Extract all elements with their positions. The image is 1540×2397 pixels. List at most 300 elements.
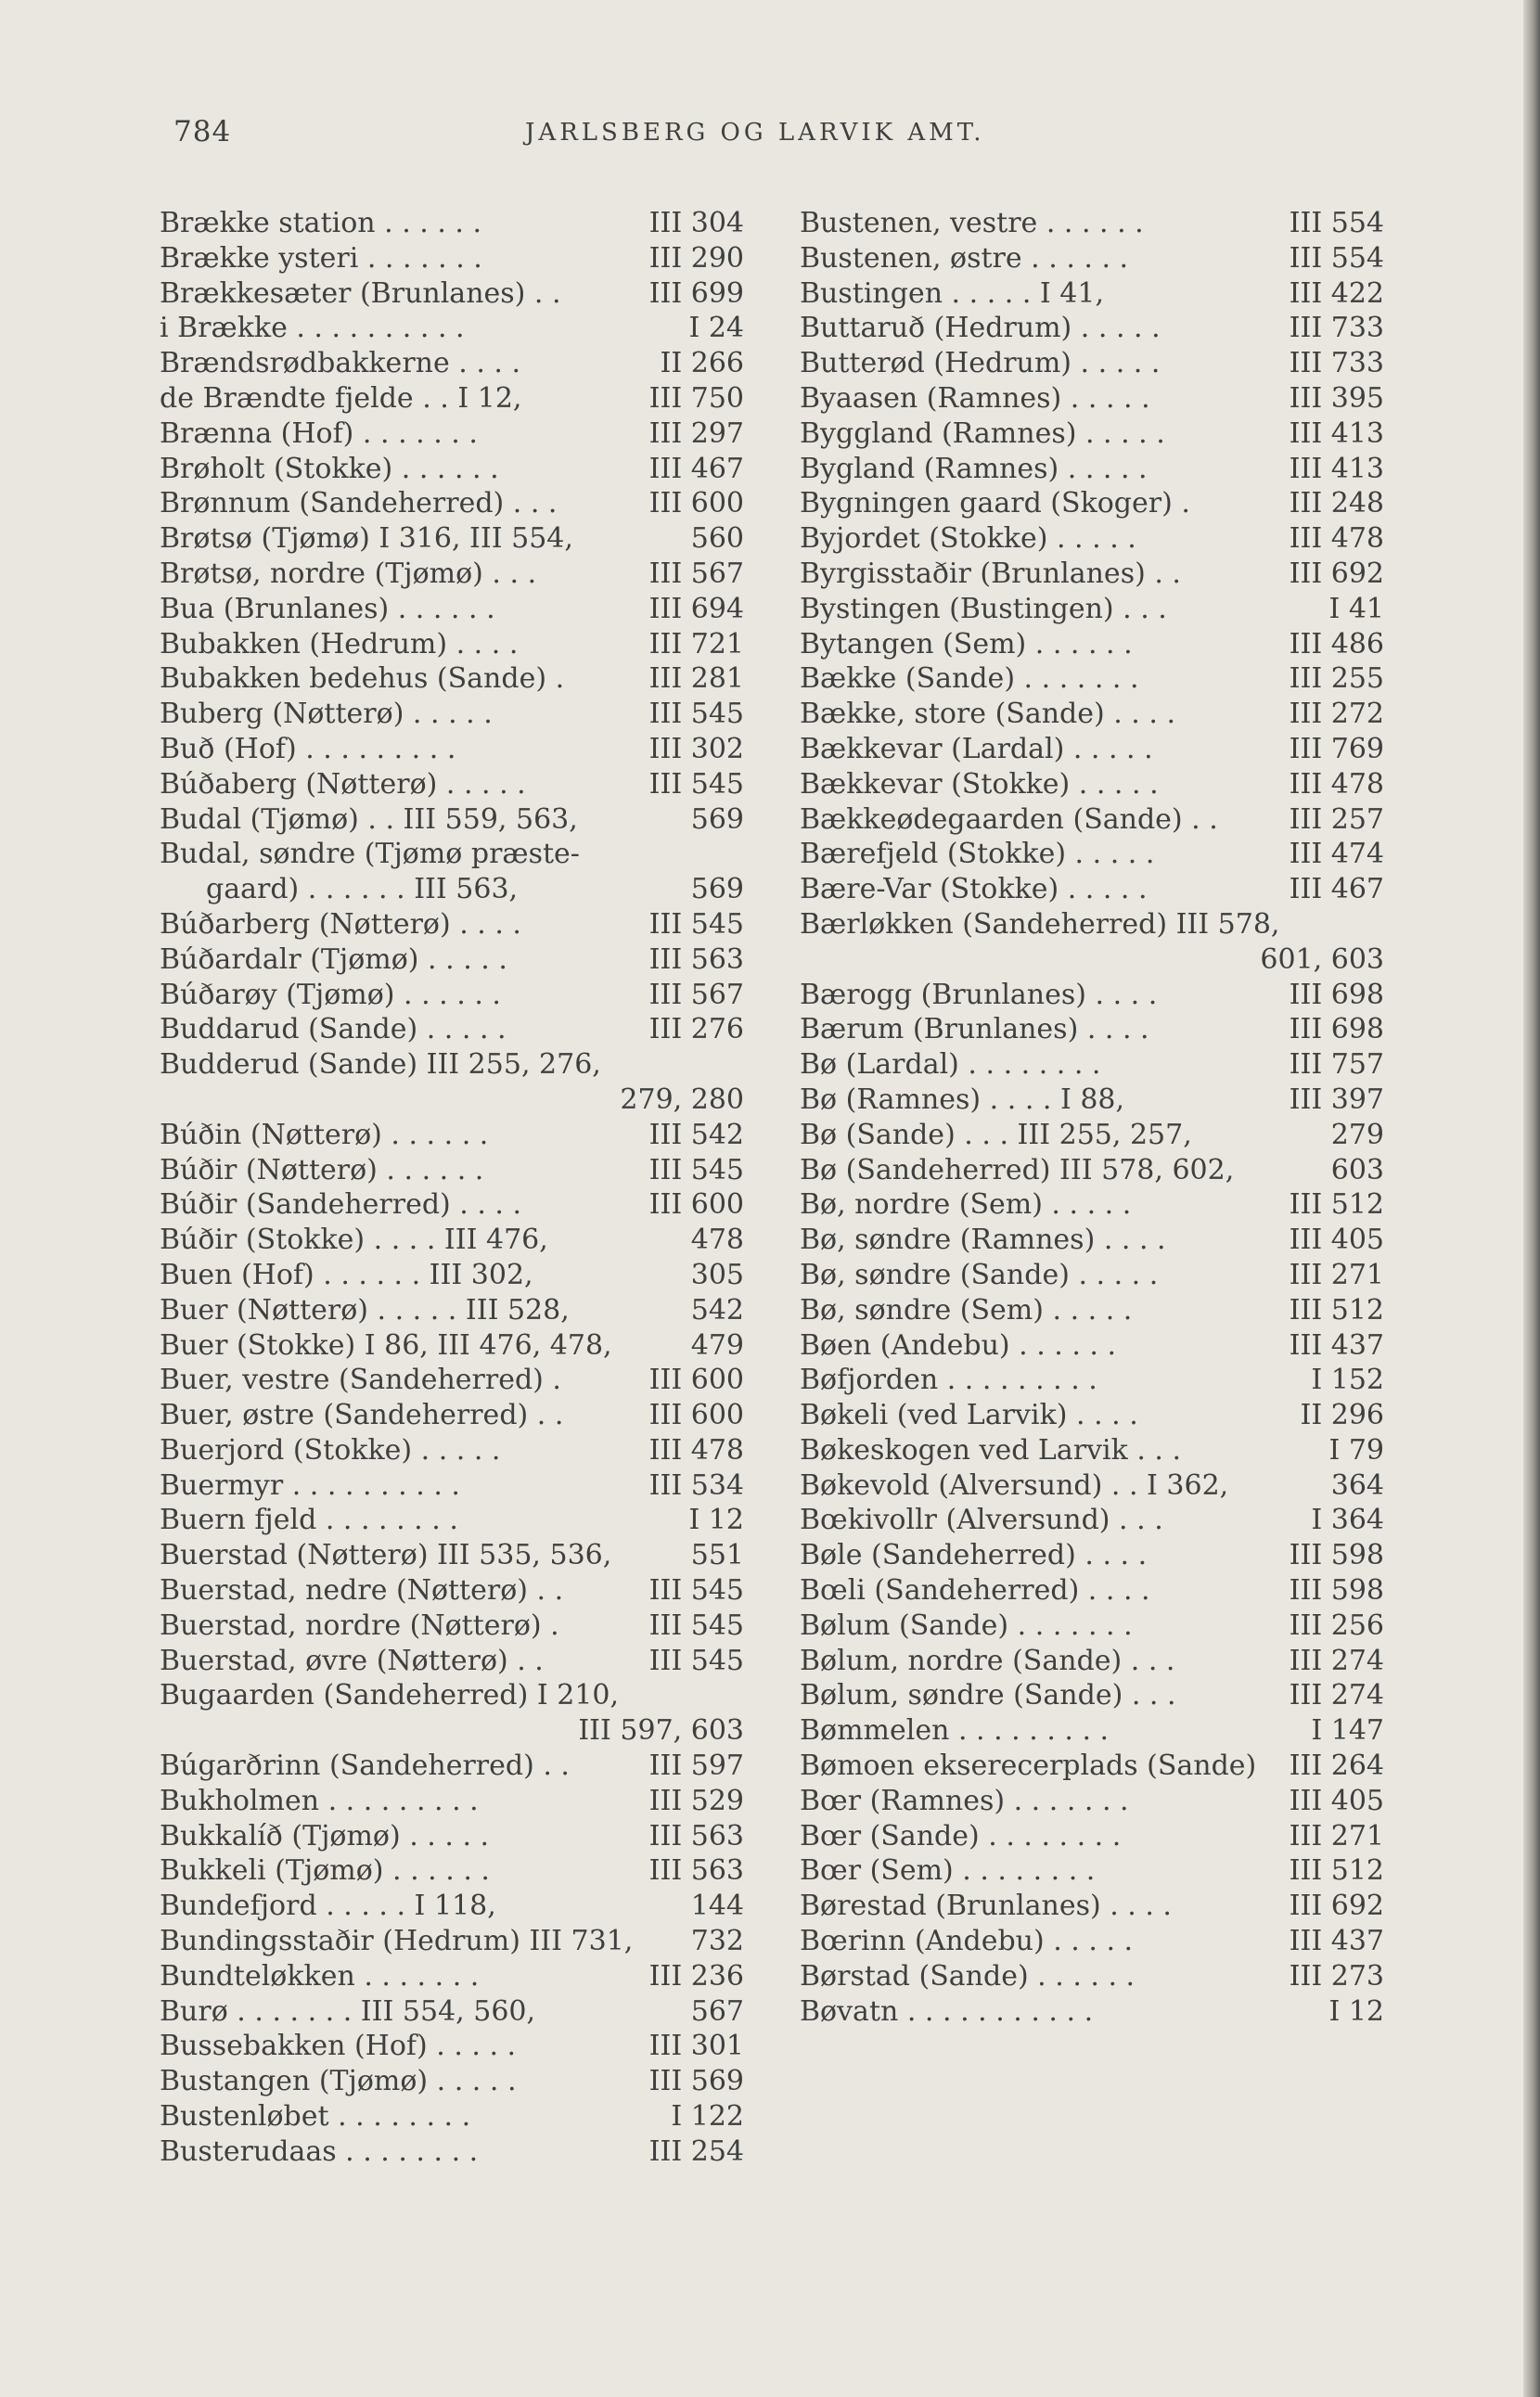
entry-reference: 279, 280 xyxy=(620,1083,744,1116)
index-entry xyxy=(160,1258,744,1293)
index-entry xyxy=(160,486,744,521)
entry-reference: III 563 xyxy=(648,1854,744,1888)
index-entry xyxy=(800,1749,1384,1784)
index-entry xyxy=(160,2099,744,2134)
entry-name: i Brække . . . . . . . . . . xyxy=(160,312,465,345)
entry-reference: III 478 xyxy=(648,1433,744,1467)
entry-name: Bølum, nordre (Sande) . . . xyxy=(800,1644,1175,1677)
index-entry xyxy=(800,276,1384,312)
entry-reference: 279 xyxy=(1330,1118,1384,1151)
entry-reference: III 236 xyxy=(648,1959,744,1993)
entry-name: Brække station . . . . . . xyxy=(160,207,482,239)
index-entry xyxy=(160,1363,744,1398)
index-entry xyxy=(800,627,1384,662)
entry-name: Butterød (Hedrum) . . . . . xyxy=(800,347,1161,380)
entry-reference: III 721 xyxy=(648,627,744,660)
index-entry xyxy=(160,452,744,487)
index-entry xyxy=(800,1468,1384,1504)
entry-reference: III 397 xyxy=(1289,1083,1384,1116)
entry-reference: III 598 xyxy=(1289,1574,1384,1608)
index-entry xyxy=(160,1538,744,1573)
entry-reference: III 474 xyxy=(1289,838,1384,871)
entry-reference: III 302 xyxy=(648,732,744,765)
entry-name: Buer (Nøtterø) . . . . . III 528, xyxy=(160,1293,570,1327)
entry-name: Búðir (Nøtterø) . . . . . . xyxy=(160,1153,484,1186)
entry-name: Bukholmen . . . . . . . . . xyxy=(160,1784,479,1817)
index-entry xyxy=(800,381,1384,417)
index-entry xyxy=(800,1293,1384,1328)
entry-name: Budal, søndre (Tjømø præste- xyxy=(160,838,580,871)
entry-name: Búðarberg (Nøtterø) . . . . xyxy=(160,907,521,941)
index-column-right xyxy=(800,206,1384,2029)
index-entry xyxy=(800,697,1384,732)
entry-reference: III 413 xyxy=(1289,452,1384,485)
entry-reference: III 563 xyxy=(648,942,744,976)
entry-name: Buð (Hof) . . . . . . . . . xyxy=(160,732,456,765)
entry-reference: III 264 xyxy=(1289,1750,1384,1783)
entry-reference: III 757 xyxy=(1289,1048,1384,1082)
entry-reference: III 254 xyxy=(648,2134,744,2168)
entry-name: Byggland (Ramnes) . . . . . xyxy=(800,417,1165,450)
entry-name: Bøkevold (Alversund) . . I 362, xyxy=(800,1468,1229,1502)
entry-reference: III 478 xyxy=(1289,522,1384,556)
entry-name: Bærum (Brunlanes) . . . . xyxy=(800,1013,1149,1046)
entry-reference: I 152 xyxy=(1311,1364,1384,1397)
entry-reference: III 699 xyxy=(648,276,744,310)
entry-reference: III 597 xyxy=(648,1750,744,1783)
entry-name: Bø, søndre (Sem) . . . . . xyxy=(800,1293,1133,1327)
index-entry xyxy=(160,978,744,1013)
index-entry xyxy=(160,241,744,276)
entry-reference: III 569 xyxy=(648,2065,744,2098)
entry-reference: III 297 xyxy=(648,417,744,450)
entry-reference: 601, 603 xyxy=(1260,942,1384,976)
entry-name: Buerjord (Stokke) . . . . . xyxy=(160,1433,501,1467)
entry-reference: 542 xyxy=(690,1293,744,1327)
index-entry xyxy=(160,1328,744,1364)
entry-reference: III 281 xyxy=(648,662,744,696)
entry-name: Búðaberg (Nøtterø) . . . . . xyxy=(160,767,526,801)
entry-name: Bærefjeld (Stokke) . . . . . xyxy=(800,838,1155,871)
entry-name: Bølum, søndre (Sande) . . . xyxy=(800,1679,1176,1712)
index-entry xyxy=(800,1012,1384,1047)
entry-name: Buerstad, nedre (Nøtterø) . . xyxy=(160,1574,564,1608)
entry-reference: III 274 xyxy=(1289,1644,1384,1677)
entry-reference: III 271 xyxy=(1289,1819,1384,1852)
entry-name: Børestad (Brunlanes) . . . . xyxy=(800,1890,1172,1923)
index-entry xyxy=(800,1784,1384,1819)
entry-reference: III 567 xyxy=(648,978,744,1011)
entry-reference: III 255 xyxy=(1289,662,1384,696)
index-entry xyxy=(160,1573,744,1609)
index-entry xyxy=(160,837,744,872)
entry-reference: 732 xyxy=(690,1925,744,1958)
index-entry xyxy=(800,1678,1384,1713)
entry-name: Bø (Ramnes) . . . . I 88, xyxy=(800,1083,1125,1116)
entry-name: de Brændte fjelde . . I 12, xyxy=(160,381,522,415)
entry-name: Brændsrødbakkerne . . . . xyxy=(160,347,521,380)
entry-name: Bystingen (Bustingen) . . . xyxy=(800,592,1167,625)
entry-reference: 305 xyxy=(690,1258,744,1291)
entry-name: Bua (Brunlanes) . . . . . . xyxy=(160,592,495,625)
entry-name: Brøtsø (Tjømø) I 316, III 554, xyxy=(160,522,573,556)
index-entry xyxy=(160,1889,744,1924)
entry-reference: I 122 xyxy=(671,2100,744,2134)
entry-name: Buer, vestre (Sandeherred) . xyxy=(160,1364,561,1397)
entry-name: Buern fjeld . . . . . . . . xyxy=(160,1504,458,1537)
index-entry xyxy=(800,1153,1384,1188)
entry-name: Buermyr . . . . . . . . . . xyxy=(160,1468,460,1502)
entry-reference: III 486 xyxy=(1289,627,1384,660)
entry-reference: 603 xyxy=(1330,1153,1384,1186)
entry-reference: III 769 xyxy=(1289,732,1384,765)
index-entry xyxy=(160,1398,744,1433)
index-entry xyxy=(160,1433,744,1468)
index-entry xyxy=(160,1293,744,1328)
entry-reference: III 545 xyxy=(648,1644,744,1677)
entry-name: Bundefjord . . . . . I 118, xyxy=(160,1890,496,1923)
entry-reference: III 733 xyxy=(1289,347,1384,380)
entry-reference: 478 xyxy=(690,1224,744,1257)
index-entry xyxy=(160,802,744,838)
index-entry xyxy=(160,521,744,557)
entry-name: Brænna (Hof) . . . . . . . xyxy=(160,417,478,450)
entry-name: Bække (Sande) . . . . . . . xyxy=(800,662,1139,696)
entry-name: Bubakken (Hedrum) . . . . xyxy=(160,627,519,660)
entry-name: Byrgisstaðir (Brunlanes) . . xyxy=(800,557,1181,590)
entry-name: Bø, nordre (Sem) . . . . . xyxy=(800,1188,1132,1222)
entry-name: Bœr (Ramnes) . . . . . . . xyxy=(800,1784,1129,1817)
entry-reference: III 545 xyxy=(648,698,744,731)
entry-name: Bukkalíð (Tjømø) . . . . . xyxy=(160,1819,490,1852)
entry-reference: III 272 xyxy=(1289,698,1384,731)
entry-reference: III 545 xyxy=(648,1609,744,1642)
entry-name: Bækkevar (Lardal) . . . . . xyxy=(800,732,1153,765)
entry-reference: 364 xyxy=(1330,1468,1384,1502)
entry-name: Bø (Sande) . . . III 255, 257, xyxy=(800,1118,1192,1151)
entry-name: Burø . . . . . . . III 554, 560, xyxy=(160,1994,536,2028)
index-entry xyxy=(800,1609,1384,1644)
entry-reference: III 405 xyxy=(1289,1224,1384,1257)
entry-name: Bygland (Ramnes) . . . . . xyxy=(800,452,1148,485)
entry-reference: III 276 xyxy=(648,1013,744,1046)
entry-name: Bytangen (Sem) . . . . . . xyxy=(800,627,1133,660)
index-entry xyxy=(800,1819,1384,1854)
index-entry xyxy=(800,1363,1384,1398)
running-title: JARLSBERG OG LARVIK AMT. xyxy=(525,119,985,147)
index-entry xyxy=(160,417,744,452)
entry-reference: III 405 xyxy=(1289,1784,1384,1817)
entry-reference: III 600 xyxy=(648,487,744,520)
entry-name: Bø, søndre (Ramnes) . . . . xyxy=(800,1224,1166,1257)
entry-name: Buddarud (Sande) . . . . . xyxy=(160,1013,507,1046)
index-entry xyxy=(800,1959,1384,1994)
index-entry xyxy=(800,802,1384,838)
index-entry xyxy=(160,1153,744,1188)
index-entry xyxy=(800,1433,1384,1468)
entry-name: Bundingsstaðir (Hedrum) III 731, xyxy=(160,1925,634,1958)
entry-name: gaard) . . . . . . III 563, xyxy=(206,873,519,906)
entry-name: Bustenløbet . . . . . . . . xyxy=(160,2100,471,2134)
index-entry xyxy=(800,311,1384,346)
index-entry xyxy=(160,1503,744,1538)
entry-name: Bære-Var (Stokke) . . . . . xyxy=(800,873,1148,906)
entry-name: Bærogg (Brunlanes) . . . . xyxy=(800,978,1158,1011)
entry-reference: 560 xyxy=(690,522,744,556)
entry-reference: 479 xyxy=(690,1328,744,1362)
index-entry xyxy=(160,1819,744,1854)
entry-reference: I 12 xyxy=(1328,1994,1384,2028)
entry-name: Bustangen (Tjømø) . . . . . xyxy=(160,2065,517,2098)
entry-reference: III 694 xyxy=(648,592,744,625)
entry-name: Bø (Lardal) . . . . . . . . xyxy=(800,1048,1101,1082)
entry-reference: III 512 xyxy=(1289,1188,1384,1222)
index-entry xyxy=(160,1994,744,2030)
index-entry xyxy=(800,521,1384,557)
index-entry xyxy=(800,346,1384,381)
entry-reference: III 692 xyxy=(1289,557,1384,590)
entry-reference: III 512 xyxy=(1289,1293,1384,1327)
index-entry xyxy=(800,1258,1384,1293)
entry-reference: III 529 xyxy=(648,1784,744,1817)
entry-reference: III 478 xyxy=(1289,767,1384,801)
index-entry xyxy=(800,1503,1384,1538)
entry-name: Buberg (Nøtterø) . . . . . xyxy=(160,698,493,731)
entry-reference: III 750 xyxy=(648,381,744,415)
entry-reference: III 467 xyxy=(648,452,744,485)
index-entry xyxy=(160,1468,744,1504)
index-entry xyxy=(160,872,744,907)
entry-name: Buerstad, øvre (Nøtterø) . . xyxy=(160,1644,544,1677)
entry-reference: III 395 xyxy=(1289,381,1384,415)
entry-name: Bœkivollr (Alversund) . . . xyxy=(800,1504,1163,1537)
entry-name: Bustingen . . . . . I 41, xyxy=(800,276,1105,310)
entry-name: Búðir (Sandeherred) . . . . xyxy=(160,1188,522,1222)
entry-name: Bøle (Sandeherred) . . . . xyxy=(800,1539,1148,1572)
entry-name: Bustenen, østre . . . . . . xyxy=(800,241,1129,275)
entry-reference: III 698 xyxy=(1289,1013,1384,1046)
entry-reference: I 12 xyxy=(688,1504,744,1537)
entry-name: Bø, søndre (Sande) . . . . . xyxy=(800,1258,1159,1291)
entry-name: Brækkesæter (Brunlanes) . . xyxy=(160,276,561,310)
entry-name: Bækkeødegaarden (Sande) . . xyxy=(800,802,1218,836)
entry-reference: III 271 xyxy=(1289,1258,1384,1291)
entry-reference: I 147 xyxy=(1311,1714,1384,1748)
index-entry xyxy=(800,1118,1384,1153)
entry-reference: III 437 xyxy=(1289,1925,1384,1958)
entry-name: Bøkeli (ved Larvik) . . . . xyxy=(800,1399,1138,1432)
entry-name: Bøen (Andebu) . . . . . . xyxy=(800,1328,1117,1362)
entry-reference: 567 xyxy=(690,1994,744,2028)
entry-reference: III 545 xyxy=(648,1574,744,1608)
index-entry xyxy=(800,557,1384,592)
entry-name: Bømoen ekserecerplads (Sande) xyxy=(800,1750,1257,1783)
entry-reference: III 545 xyxy=(648,907,744,941)
entry-name: Brønnum (Sandeherred) . . . xyxy=(160,487,558,520)
entry-name: Byjordet (Stokke) . . . . . xyxy=(800,522,1136,556)
entry-name: Bustenen, vestre . . . . . . xyxy=(800,207,1144,239)
entry-reference: III 512 xyxy=(1289,1854,1384,1888)
entry-name: Bække, store (Sande) . . . . xyxy=(800,698,1175,731)
index-entry xyxy=(800,1924,1384,1959)
entry-reference: III 733 xyxy=(1289,312,1384,345)
index-entry xyxy=(160,381,744,417)
entry-reference: 144 xyxy=(690,1890,744,1923)
entry-reference: III 413 xyxy=(1289,417,1384,450)
index-column-left xyxy=(160,206,744,2170)
index-entry xyxy=(800,241,1384,276)
entry-name: Bœrinn (Andebu) . . . . . xyxy=(800,1925,1134,1958)
index-entry xyxy=(800,1853,1384,1889)
entry-reference: III 422 xyxy=(1289,276,1384,310)
entry-reference: III 698 xyxy=(1289,978,1384,1011)
index-entry xyxy=(800,1994,1384,2030)
entry-name: Buttaruð (Hedrum) . . . . . xyxy=(800,312,1161,345)
entry-name: Búðarøy (Tjømø) . . . . . . xyxy=(160,978,501,1011)
index-entry xyxy=(160,942,744,978)
entry-reference: III 554 xyxy=(1289,241,1384,275)
entry-reference: III 274 xyxy=(1289,1679,1384,1712)
entry-name: Brække ysteri . . . . . . . xyxy=(160,241,482,275)
index-entry xyxy=(160,1644,744,1679)
entry-name: Bœr (Sande) . . . . . . . . xyxy=(800,1819,1122,1852)
entry-name: Budal (Tjømø) . . III 559, 563, xyxy=(160,802,578,836)
entry-reference: III 545 xyxy=(648,1153,744,1186)
entry-reference: III 273 xyxy=(1289,1959,1384,1993)
entry-name: Búðir (Stokke) . . . . III 476, xyxy=(160,1224,548,1257)
entry-name: Bundteløkken . . . . . . . xyxy=(160,1959,480,1993)
entry-reference: III 290 xyxy=(648,241,744,275)
page-number: 784 xyxy=(173,115,232,148)
index-entry xyxy=(800,1713,1384,1749)
index-entry xyxy=(800,1047,1384,1083)
index-entry xyxy=(160,2134,744,2170)
entry-name: Bukkeli (Tjømø) . . . . . . xyxy=(160,1854,490,1888)
entry-name: Bøkeskogen ved Larvik . . . xyxy=(800,1433,1182,1467)
entry-reference: 569 xyxy=(690,873,744,906)
index-entry xyxy=(160,1784,744,1819)
entry-reference: III 534 xyxy=(648,1468,744,1502)
entry-reference: I 364 xyxy=(1311,1504,1384,1537)
entry-reference: 551 xyxy=(690,1539,744,1572)
entry-reference: II 296 xyxy=(1300,1399,1384,1432)
index-entry xyxy=(160,907,744,942)
entry-reference: III 600 xyxy=(648,1364,744,1397)
index-entry xyxy=(800,661,1384,697)
entry-reference: III 563 xyxy=(648,1819,744,1852)
entry-reference: III 301 xyxy=(648,2030,744,2063)
entry-reference: II 266 xyxy=(660,347,744,380)
index-entry xyxy=(160,627,744,662)
index-entry xyxy=(800,1573,1384,1609)
entry-name: Búðardalr (Tjømø) . . . . . xyxy=(160,942,507,976)
index-entry xyxy=(800,767,1384,802)
index-entry xyxy=(160,1713,744,1749)
entry-name: Busterudaas . . . . . . . . xyxy=(160,2134,479,2168)
entry-name: Brøholt (Stokke) . . . . . . xyxy=(160,452,499,485)
entry-name: Buer, østre (Sandeherred) . . xyxy=(160,1399,564,1432)
entry-reference: I 41 xyxy=(1328,592,1384,625)
index-entry xyxy=(160,697,744,732)
entry-reference: III 600 xyxy=(648,1188,744,1222)
index-entry xyxy=(160,557,744,592)
index-entry xyxy=(800,206,1384,241)
entry-name: Bømmelen . . . . . . . . . xyxy=(800,1714,1110,1748)
index-entry xyxy=(800,732,1384,767)
entry-name: Búðin (Nøtterø) . . . . . . xyxy=(160,1118,489,1151)
index-entry xyxy=(800,1889,1384,1924)
index-entry xyxy=(800,452,1384,487)
entry-reference: III 257 xyxy=(1289,802,1384,836)
entry-reference: I 24 xyxy=(688,312,744,345)
entry-reference: III 256 xyxy=(1289,1609,1384,1642)
index-entry xyxy=(160,767,744,802)
index-entry xyxy=(800,1398,1384,1433)
index-entry xyxy=(160,732,744,767)
index-entry xyxy=(160,1678,744,1713)
index-entry xyxy=(800,1187,1384,1223)
index-entry xyxy=(800,1083,1384,1118)
index-entry xyxy=(800,872,1384,907)
page-header xyxy=(0,115,1540,160)
entry-reference: 569 xyxy=(690,802,744,836)
index-entry xyxy=(160,1223,744,1258)
index-entry xyxy=(800,978,1384,1013)
index-entry xyxy=(160,1924,744,1959)
entry-reference: III 692 xyxy=(1289,1890,1384,1923)
page-edge-shadow xyxy=(1523,0,1540,2397)
index-entry xyxy=(160,1012,744,1047)
entry-name: Bø (Sandeherred) III 578, 602, xyxy=(800,1153,1235,1186)
entry-reference: III 542 xyxy=(648,1118,744,1151)
entry-name: Bubakken bedehus (Sande) . xyxy=(160,662,565,696)
entry-reference: III 600 xyxy=(648,1399,744,1432)
entry-name: Bøfjorden . . . . . . . . . xyxy=(800,1364,1097,1397)
index-entry xyxy=(160,1187,744,1223)
entry-name: Bækkevar (Stokke) . . . . . xyxy=(800,767,1159,801)
index-entry xyxy=(800,592,1384,627)
entry-reference: III 467 xyxy=(1289,873,1384,906)
index-entry xyxy=(160,2029,744,2064)
index-entry xyxy=(800,486,1384,521)
index-entry xyxy=(160,346,744,381)
index-entry xyxy=(160,206,744,241)
index-entry xyxy=(800,837,1384,872)
index-entry xyxy=(160,1853,744,1889)
entry-name: Bygningen gaard (Skoger) . xyxy=(800,487,1190,520)
entry-reference: I 79 xyxy=(1328,1433,1384,1467)
index-entry xyxy=(800,1538,1384,1573)
entry-name: Bussebakken (Hof) . . . . . xyxy=(160,2030,517,2063)
entry-name: Buerstad, nordre (Nøtterø) . xyxy=(160,1609,559,1642)
entry-name: Børstad (Sande) . . . . . . xyxy=(800,1959,1136,1993)
entry-name: Brøtsø, nordre (Tjømø) . . . xyxy=(160,557,537,590)
index-entry xyxy=(160,1083,744,1118)
entry-name: Bœli (Sandeherred) . . . . xyxy=(800,1574,1150,1608)
entry-name: Bølum (Sande) . . . . . . . xyxy=(800,1609,1133,1642)
entry-name: Bøvatn . . . . . . . . . . . xyxy=(800,1994,1094,2028)
index-entry xyxy=(800,1644,1384,1679)
index-entry xyxy=(160,1959,744,1994)
index-entry xyxy=(160,592,744,627)
entry-reference: III 567 xyxy=(648,557,744,590)
entry-reference: III 248 xyxy=(1289,487,1384,520)
entry-reference: III 598 xyxy=(1289,1539,1384,1572)
index-entry xyxy=(160,1047,744,1083)
entry-name: Bœr (Sem) . . . . . . . . xyxy=(800,1854,1096,1888)
index-entry xyxy=(800,1328,1384,1364)
entry-name: Bugaarden (Sandeherred) I 210, xyxy=(160,1679,620,1712)
